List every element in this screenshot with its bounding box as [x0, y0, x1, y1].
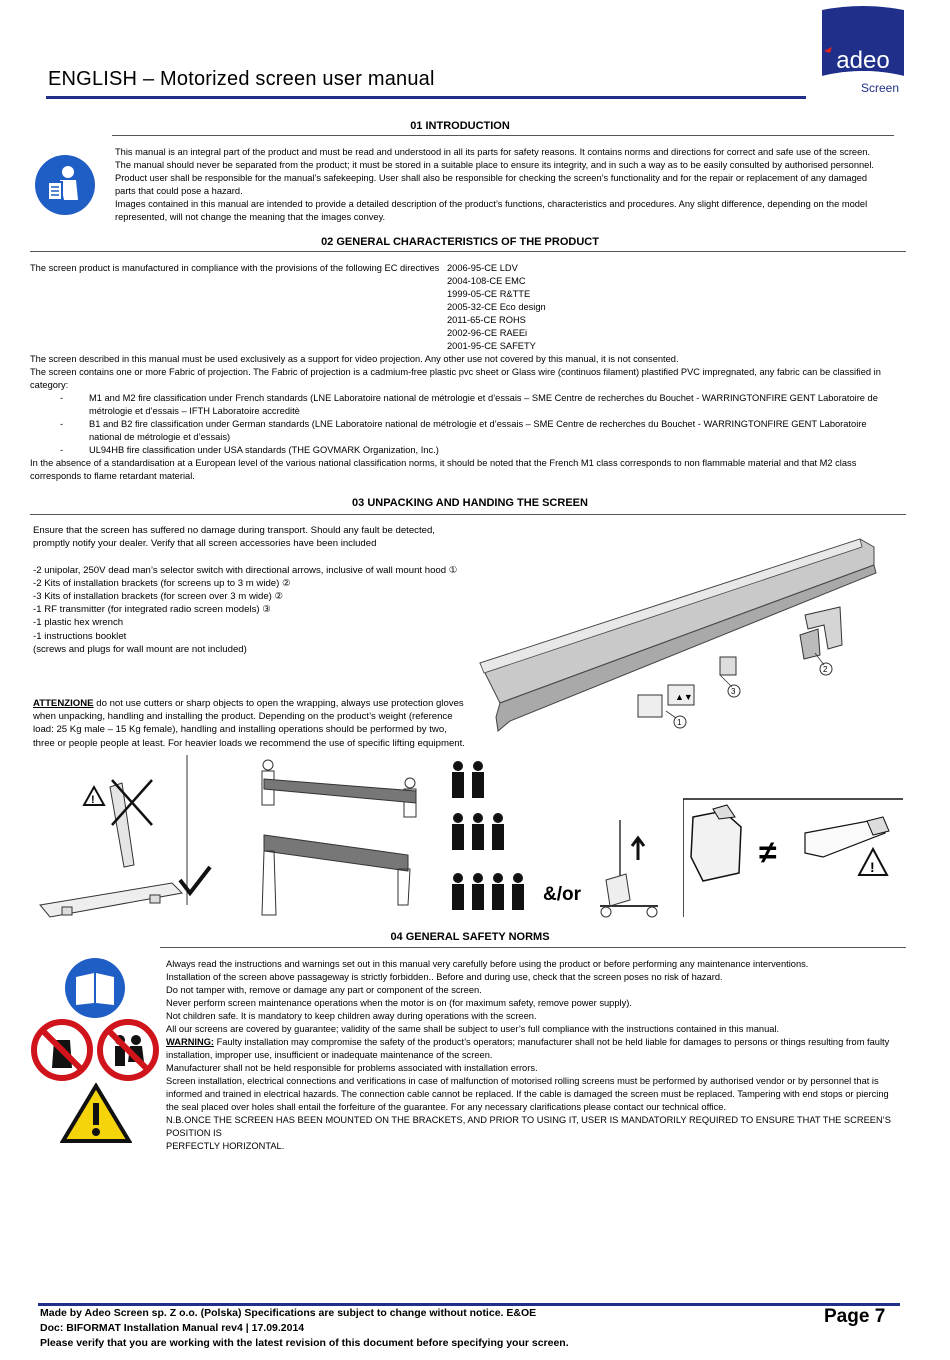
directive-item: 2002-96-CE RAEEi — [447, 328, 528, 338]
svg-text:!: ! — [91, 794, 95, 806]
attention-text: ATTENZIONE do not use cutters or sharp objects to open the wrapping, always use protection gloves when unpacking, handling and installing the product. Depending on the product’s weight (reference load: 25 Kg male – 15 Kg female), handling and installing operations should be performed by two, three or people people at least. For heavier loads we recommend the use of specific lifting equipment. — [33, 698, 465, 749]
warning-triangle-icon — [60, 1083, 132, 1145]
transmitter-icon — [720, 657, 736, 675]
accessory-item: -1 instructions booklet — [33, 630, 127, 642]
and-or-label: &/or — [543, 884, 581, 905]
accessory-item: -2 unipolar, 250V dead man’s selector switch with directional arrows, inclusive of wall mount hood ① — [33, 564, 458, 576]
check-icon — [180, 867, 210, 893]
directive-item: 2006-95-CE LDV — [447, 263, 518, 273]
directive-list — [447, 262, 546, 353]
glove-icon — [691, 811, 741, 881]
logo-subtext: Screen — [860, 81, 900, 95]
page-title: ENGLISH – Motorized screen user manual — [48, 68, 435, 90]
directive-item: 2001-95-CE SAFETY — [447, 341, 536, 351]
callout-2: 2 — [823, 665, 828, 674]
section-rule — [30, 514, 906, 515]
logo-text: adeo — [836, 47, 890, 74]
screen-case-illustration — [470, 525, 910, 765]
section-title-unpacking: 03 UNPACKING AND HANDING THE SCREEN — [352, 497, 588, 509]
section-rule — [112, 135, 894, 136]
header-rule — [46, 96, 806, 99]
directive-item: 2004-108-CE EMC — [447, 276, 526, 286]
adeo-logo — [818, 6, 908, 96]
read-book-icon — [64, 957, 126, 1019]
accessory-item: (screws and plugs for wall mount are not included) — [33, 643, 247, 655]
svg-text:!: ! — [870, 859, 875, 875]
section-title-safety: 04 GENERAL SAFETY NORMS — [390, 931, 550, 943]
arrow-up-icon — [632, 838, 644, 860]
read-manual-icon — [34, 154, 96, 216]
intro-text: This manual is an integral part of the product and must be read and understood in all its parts for safety reasons. It contains norms and directions for correct and safe use of the screen. The manual should never be separated from the product; it must be stored in a suitable place to ensure its integrity, and in such a way as to be easily consulted by authorised personnel. Product user shall be responsible for the manual’s safekeeping. User shall also be responsible for checking the screen’s functionality and for the repair or replacement of any damaged parts that could pose a hazard. Images contained in this manual are intended to provide a detailed description of the product’s functions, characteristics and procedures. Any slight difference, depending on the model represented, will not change the meaning that the images convey. — [115, 147, 874, 222]
accessory-item: -3 Kits of installation brackets (for screen over 3 m wide) ② — [33, 591, 284, 603]
svg-text:▲▼: ▲▼ — [675, 692, 693, 702]
lifting-trolley-illustration — [596, 820, 666, 920]
directive-item: 2005-32-CE Eco design — [447, 302, 546, 312]
directive-item: 2011-65-CE ROHS — [447, 315, 526, 325]
gloves-illustration — [683, 797, 903, 917]
directive-item: 1999-05-CE R&TTE — [447, 289, 531, 299]
bracket-icon — [800, 607, 842, 659]
no-cutter-illustration — [32, 755, 222, 925]
no-children-icon — [96, 1018, 160, 1082]
accessory-item: -1 RF transmitter (for integrated radio screen models) ③ — [33, 604, 271, 616]
footer-text: Made by Adeo Screen sp. Z o.o. (Polska) Specifications are subject to change without notice. E&OE Doc: BIFORMAT Installation Manual rev4 | 17.09.2014 Please verify that you are working with the latest revision of this document before specifying your screen. — [40, 1307, 569, 1349]
accessory-item: -2 Kits of installation brackets (for screens up to 3 m wide) ② — [33, 577, 291, 589]
section-rule — [160, 947, 906, 948]
section-rule — [30, 251, 906, 252]
safety-text: Always read the instructions and warnings set out in this manual very carefully before using the product or before performing any maintenance interventions. Installation of the screen above passageway is strictly forbidden.. Before and during use, check that the screen poses no risk of hazard. Do not tamper with, remove or damage any part or component of the screen. Never perform screen maintenance operations when the motor is on (for maximum safety, remove power supply). Not children safe. It is mandatory to keep children away during operations with the screen. All our screens are covered by guarantee; validity of the same shall be subject to user’s full compliance with the instructions contained in this manual. WARNING: Faulty installation may compromise the safety of the product’s operators; manufacturer shall not be held liable for damages to persons or things resulting from faulty installation, improper use, insufficient or inadequate maintenance of the screen. Manufacturer shall not be held responsible for problems associated with installation errors. Screen installation, electrical connections and verifications in case of malfunction of motorised rolling screens must be performed by authorised vendor or by personnel that is informed and trained in electrical hazards. The connection cable cannot be replaced. If the cable is damaged the screen must be replaced. Tampering with end stops or piercing the seal placed over holes shall entail the forfeiture of the guarantee. For any necessary clarifications please contact our technical office. N.B.ONCE THE SCREEN HAS BEEN MOUNTED ON THE BRACKETS, AND PRIOR TO USING IT, USER IS MANDATORILY REQUIRED TO ENSURE THAT THE SCREEN’S POSITION IS PERFECTLY HORIZONTAL. — [166, 959, 891, 1151]
section-title-introduction: 01 INTRODUCTION — [410, 120, 510, 132]
remote-switch-icon — [638, 685, 694, 717]
not-equal-icon: ≠ — [759, 834, 777, 870]
no-touching-icon — [30, 1018, 94, 1082]
compliance-text: The screen product is manufactured in compliance with the provisions of the following EC directives — [30, 263, 440, 273]
section-title-general: 02 GENERAL CHARACTERISTICS OF THE PRODUCT — [321, 236, 599, 248]
two-person-carry-illustration — [248, 755, 428, 925]
callout-3: 3 — [731, 687, 736, 696]
accessory-item: -1 plastic hex wrench — [33, 617, 124, 629]
general-body: The screen described in this manual must be used exclusively as a support for video projection. Any other use not covered by this manual, it is not consented. The screen contains one or more Fabric of projection. The Fabric of projection is a cadmium-free plastic pvc sheet or Glass wire (continuos filament) plastified PVC impregnated, any fabric can be classified in category: - M1 and M2 fire classification under French standards (LNE Laboratoire national de métrologie et d’essais – SME Centre de recherches du Bouchet - WARRINGTONFIRE GENT Laboratoire de métrologie et d’essais – IFTH Laboratoire accreditè - B1 and B2 fire classification under German standards (LNE Laboratoire national de métrologie et d’essais – SME Centre de recherches du Bouchet - WARRINGTONFIRE GENT Laboratoire national de métrologie et d’essais) - UL94HB fire classification under USA standards (THE GOVMARK Organization, Inc.) In the absence of a standardisation at a European level of the various national classification norms, it should be noted that the French M1 class corresponds to non flammable material and that M2 class corresponds to flame retardant material. — [30, 354, 881, 481]
people-count-illustration — [448, 760, 528, 920]
unpacking-text: Ensure that the screen has suffered no damage during transport. Should any fault be detected, promptly notify your dealer. Verify that all screen accessories have been included -2 unipolar, 250V dead man’s selector switch with directional arrows, inclusive of wall mount hood ① -2 Kits of installation brackets (for screens up to 3 m wide) ② -3 Kits of installation brackets (for screen over 3 m wide) ② -1 RF transmitter (for integrated radio screen models) ③ -1 plastic hex wrench -1 instructions booklet (screws and plugs for wall mount are not included) — [33, 524, 473, 656]
callout-1: 1 — [677, 718, 682, 727]
page-number: Page 7 — [824, 1306, 886, 1327]
